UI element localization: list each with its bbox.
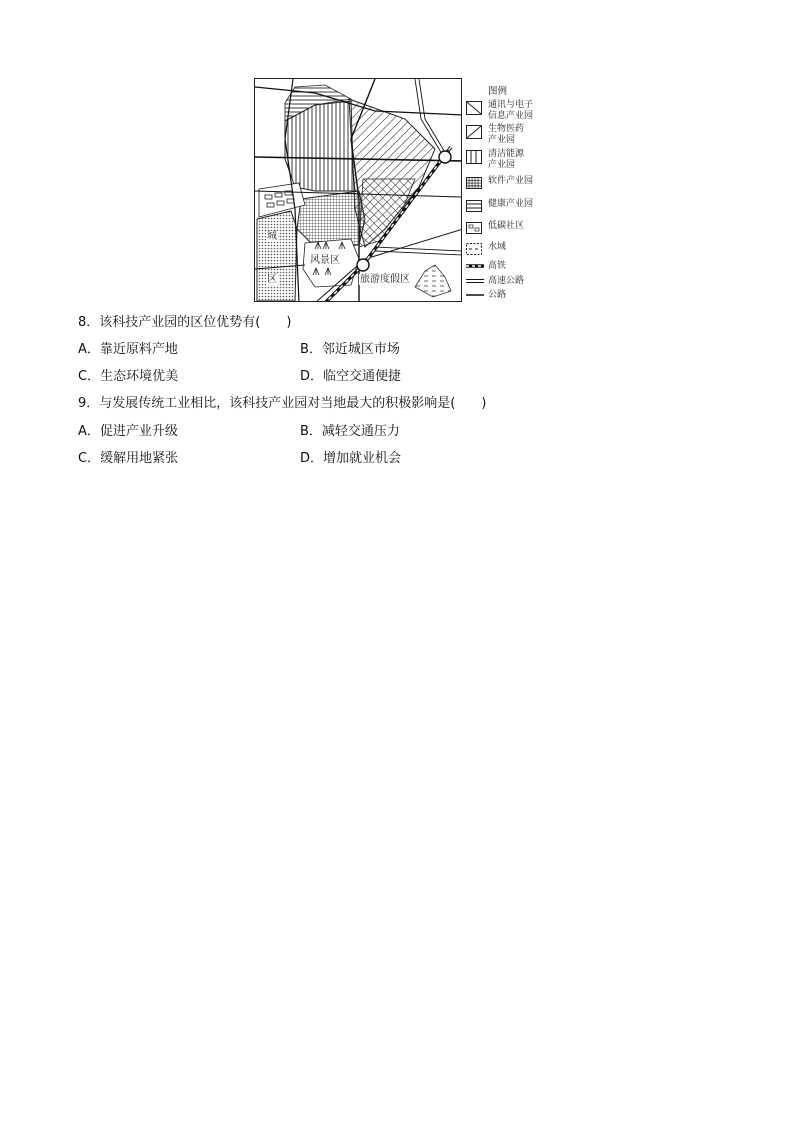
legend-label: 通讯与电子 信息产业园	[488, 100, 534, 121]
legend-label: 高铁	[488, 261, 507, 271]
question-8-stem: 8．该科技产业园的区位优势有( )	[78, 315, 292, 330]
station-north	[439, 151, 451, 163]
legend-label: 软件产业园	[488, 176, 534, 186]
swatch-blocks-icon	[466, 222, 482, 234]
question-9-option-d[interactable]: D．增加就业机会	[300, 451, 402, 466]
swatch-slash-icon	[466, 125, 482, 139]
question-8-option-a[interactable]: A．靠近原料产地	[78, 342, 178, 357]
legend-label: 生物医药 产业园	[488, 124, 525, 145]
label-scenic-area: 风景区	[310, 255, 340, 266]
map-figure	[254, 78, 546, 304]
swatch-grid-icon	[466, 177, 482, 189]
legend-title: 图例	[488, 86, 508, 97]
swatch-backslash-icon	[466, 101, 482, 115]
swatch-horizontal-icon	[466, 200, 482, 212]
expressway-line-icon	[466, 277, 484, 285]
question-8-option-c[interactable]: C．生态环境优美	[78, 369, 179, 384]
map-drawing	[255, 79, 462, 302]
label-resort: 旅游度假区	[360, 274, 410, 285]
zone-water	[415, 265, 451, 297]
swatch-dashes-icon	[466, 243, 482, 255]
map-legend	[462, 78, 546, 302]
zone-low-carbon-community	[259, 183, 305, 217]
question-8-option-b[interactable]: B．邻近城区市场	[300, 342, 400, 357]
legend-label: 清洁能源 产业园	[488, 149, 525, 170]
question-9-option-c[interactable]: C．缓解用地紧张	[78, 451, 179, 466]
legend-label: 健康产业园	[488, 199, 534, 209]
label-city-1: 城	[267, 231, 277, 242]
railway-line-icon	[466, 262, 484, 270]
question-8-option-d[interactable]: D．临空交通便捷	[300, 369, 402, 384]
label-city-2: 区	[267, 274, 277, 285]
road-line-icon	[466, 291, 484, 299]
zone-software-park	[297, 191, 365, 247]
legend-label: 低碳社区	[488, 221, 525, 231]
zone-biomedicine-park	[359, 179, 415, 247]
question-9-option-a[interactable]: A．促进产业升级	[78, 424, 178, 439]
industrial-park-map	[254, 78, 462, 302]
legend-label: 公路	[488, 290, 507, 300]
legend-label: 高速公路	[488, 276, 525, 286]
question-9-stem: 9．与发展传统工业相比，该科技产业园对当地最大的积极影响是( )	[78, 396, 487, 411]
swatch-vertical-icon	[466, 150, 482, 164]
question-9-option-b[interactable]: B．减轻交通压力	[300, 424, 400, 439]
station-south	[357, 259, 369, 271]
legend-label: 水域	[488, 242, 507, 252]
zone-city-district	[257, 211, 297, 301]
